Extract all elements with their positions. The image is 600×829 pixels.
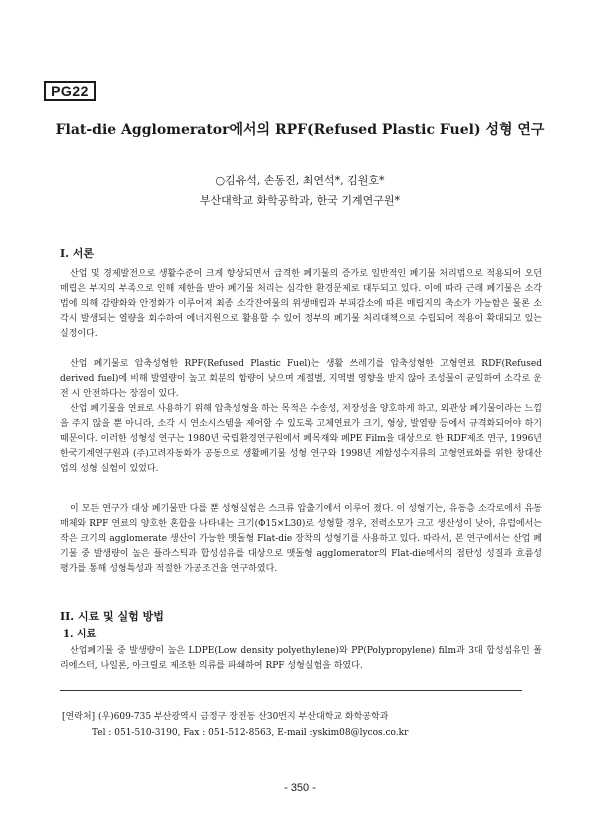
section-heading-methods: II. 시료 및 실험 방법 [60, 610, 164, 623]
page-number: - 350 - [284, 782, 316, 794]
intro-paragraph-2: 산업 폐기물로 압축성형한 RPF(Refused Plastic Fuel)는 생활 쓰레기를 압축성형한 고형연료 RDF(Refused derived fuel)에 비해 발열량이 높고 회분의 함량이 낮으며 계절별, 지역별 영향을 받지 않아 조성물이 균일하여 소각로 운전 시 안전하다는 장점이 있다. [60, 359, 542, 399]
samples-paragraph: 산업폐기물 중 발생량이 높은 LDPE(Low density polyethylene)와 PP(Polypropylene) film과 3대 합성섬유인 폴리에스터, 나일론, 아크릴로 제조한 의류를 파쇄하여 RPF 성형실험을 하였다. [60, 646, 542, 671]
affiliation: 부산대학교 화학공학과, 한국 기계연구원* [199, 194, 401, 207]
intro-paragraph-1: 산업 및 경제발전으로 생활수준이 크게 향상되면서 급격한 폐기물의 증가로 일반적인 폐기물 처리법으로 적용되어 오던 매립은 부지의 부족으로 인해 제한을 받아 폐기물 처리는 심각한 환경문제로 대두되고 있다. 이에 따라 근래 폐기물은 소각법에 의해 감량화와 안정화가 이루어져 최종 소각잔여물의 위생매립과 부피감소에 따른 매립지의 축소가 가능함은 물론 소각시 발생되는 열량을 회수하여 에너지원으로 활용할 수 있어 정부의 폐기물 처리대책으로 수립되어 적용이 확대되고 있는 실정이다. [60, 269, 542, 339]
paper-title: Flat-die Agglomerator에서의 RPF(Refused Plastic Fuel) 성형 연구 [55, 122, 545, 138]
intro-paragraph-3: 산업 폐기물을 연료로 사용하기 위해 압축성형을 하는 목적은 수송성, 저장성을 양호하게 하고, 외관상 폐기물이라는 느낌을 주지 않을 뿐 아니라, 소각 시 연소시스템을 제어할 수 있도록 고체연료가 크기, 형상, 발열량 등에서 규격화되어야 하기 때문이다. 이러한 성형성 연구는 1980년 국립환경연구원에서 폐목재와 폐PE Film을 대상으로 한 RDF제조 연구, 1996년 한국기계연구원과 (주)고려자동화가 공동으로 생활폐기물 성형 연구와 1998년 계함성수지류의 고형연료화를 위한 창대산업의 성형 실험이 있었다. [60, 404, 542, 474]
footnote-divider [60, 690, 522, 691]
intro-paragraph-4: 이 모든 연구가 대상 폐기물만 다를 뿐 성형실험은 스크류 압출기에서 이루어 졌다. 이 성형기는, 유동층 소각로에서 유동매체와 RPF 연료의 양호한 혼합을 나타내는 크기(Φ15×L30)로 성형할 경우, 전력소모가 크고 생산성이 낮아, 유럽에서는 작은 크기의 agglomerate 생산이 가능한 맷돌형 Flat-die 장착의 성형기를 사용하고 있다. 따라서, 본 연구에서는 산업 폐기물 중 발생량이 높은 플라스틱과 합성섬유를 대상으로 맷돌형 agglomerator의 Flat-die에서의 점탄성 성질과 흐름성 평가를 통해 성형특성과 적절한 가공조건을 연구하였다. [60, 504, 542, 574]
section-heading-introduction: I. 서론 [60, 247, 95, 260]
author-list: ○김유석, 손동진, 최연석*, 김원호* [215, 174, 385, 187]
session-code-box: PG22 [44, 81, 96, 101]
contact-address: [연락처] (우)609-735 부산광역시 금정구 장전동 산30번지 부산대학교 화학공학과 [62, 712, 389, 722]
subsection-heading-samples: 1. 시료 [63, 629, 97, 640]
contact-phone-email: Tel : 051-510-3190, Fax : 051-512-8563, E-mail :yskim08@lycos.co.kr [92, 728, 409, 738]
